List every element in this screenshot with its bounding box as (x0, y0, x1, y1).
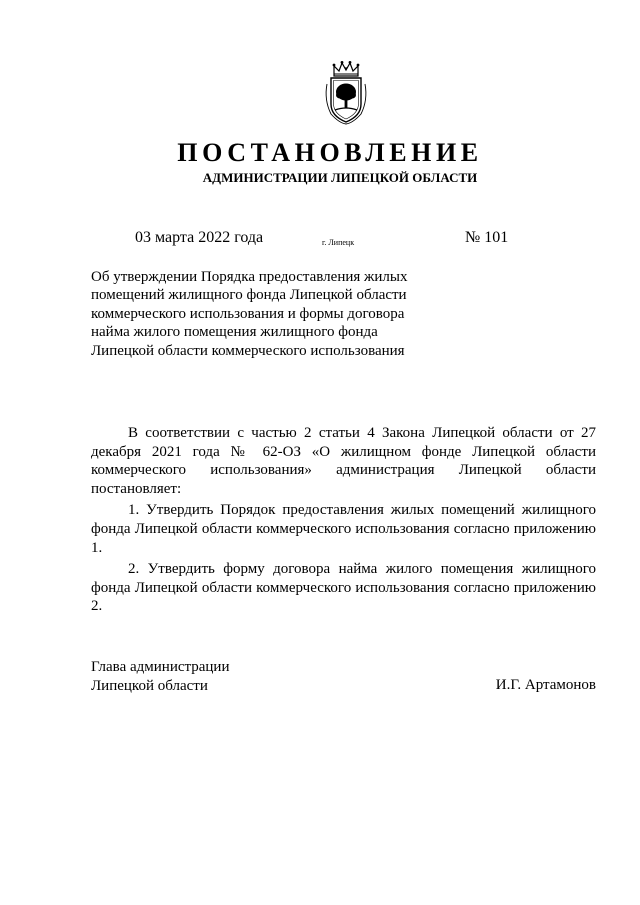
document-body (91, 424, 596, 616)
body-paragraph-item-1: 1. Утвердить Порядок предоставления жилых помещений жилищного фонда Липецкой области коммерческого использования согласно приложению 1. (91, 502, 596, 556)
coat-of-arms-emblem (321, 60, 371, 126)
signer-position-line: Глава администрации (91, 659, 230, 675)
document-title: ПОСТАНОВЛЕНИЕ (177, 138, 483, 167)
subject-line: Об утверждении Порядка предоставления жилых (91, 269, 408, 285)
body-paragraph-item-2: 2. Утвердить форму договора найма жилого помещения жилищного фонда Липецкой области коммерческого использования согласно приложению 2. (91, 561, 596, 615)
signer-name: И.Г. Артамонов (495, 677, 596, 693)
body-paragraph-preamble: В соответствии с частью 2 статьи 4 Закона Липецкой области от 27 декабря 2021 года № 62-ОЗ «О жилищном фонде Липецкой области коммерческого использования» администрация Липецкой области постановляет: (91, 425, 596, 497)
document-city: г. Липецк (322, 238, 355, 247)
document-number: № 101 (465, 229, 509, 246)
issuing-authority: АДМИНИСТРАЦИИ ЛИПЕЦКОЙ ОБЛАСТИ (202, 170, 478, 185)
document-date: 03 марта 2022 года (135, 229, 264, 246)
subject-line: Липецкой области коммерческого использования (91, 342, 405, 359)
subject-line: коммерческого использования и формы договора (91, 305, 405, 322)
signer-position-line: Липецкой области (91, 677, 208, 694)
subject-line: найма жилого помещения жилищного фонда (91, 324, 378, 341)
subject-line: помещений жилищного фонда Липецкой области (91, 287, 407, 304)
document-subject (91, 268, 421, 360)
signer-position (91, 658, 229, 695)
